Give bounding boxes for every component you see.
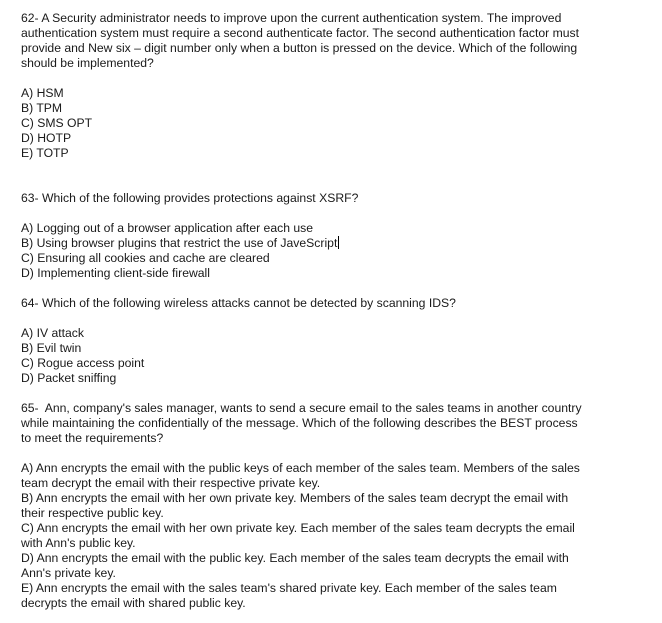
question-62-line-3: provide and New six – digit number only when a button is pressed on the device. Which of the following [21, 41, 578, 55]
question-65-option-e-line-2: decrypts the email with shared public key. [21, 596, 246, 610]
question-62-line-1: 62- A Security administrator needs to improve upon the current authentication system. The improved [21, 11, 562, 25]
question-62-option-e: E) TOTP [21, 146, 69, 160]
question-63-option-b-row[interactable] [21, 236, 621, 251]
question-62-line-2: authentication system must require a second authenticate factor. The second authentication factor must [21, 26, 580, 40]
question-64-text: 64- Which of the following wireless attacks cannot be detected by scanning IDS? [21, 296, 456, 310]
question-65-option-a-line-2: team decrypt the email with their respective private key. [21, 476, 321, 490]
question-65-line-2: while maintaining the confidentially of the message. Which of the following describes the BEST process [21, 416, 578, 430]
question-63 [21, 191, 621, 281]
question-65-option-d-line-2: Ann's private key. [21, 566, 116, 580]
question-65-option-c-line-2: with Ann's public key. [21, 536, 136, 550]
question-62-option-d: D) HOTP [21, 131, 72, 145]
question-65-line-3: to meet the requirements? [21, 431, 164, 445]
spacer [21, 311, 621, 326]
question-65 [21, 401, 621, 611]
spacer [21, 206, 621, 221]
question-64-option-d: D) Packet sniffing [21, 371, 117, 385]
question-62-option-c: C) SMS OPT [21, 116, 93, 130]
question-63-option-a: A) Logging out of a browser application after each use [21, 221, 314, 235]
spacer [21, 386, 621, 401]
document-body [21, 11, 621, 611]
question-65-option-c-line-1: C) Ann encrypts the email with her own private key. Each member of the sales team decrypts the email [21, 521, 575, 535]
spacer [21, 446, 621, 461]
question-65-option-d-line-1: D) Ann encrypts the email with the public key. Each member of the sales team decrypts the email with [21, 551, 569, 565]
question-63-text: 63- Which of the following provides protections against XSRF? [21, 191, 359, 205]
question-62-option-a: A) HSM [21, 86, 64, 100]
question-64 [21, 296, 621, 386]
question-63-option-c: C) Ensuring all cookies and cache are cleared [21, 251, 270, 265]
text-cursor [338, 236, 339, 249]
question-65-option-e-line-1: E) Ann encrypts the email with the sales team's shared private key. Each member of the sales team [21, 581, 557, 595]
question-65-option-b-line-1: B) Ann encrypts the email with her own private key. Members of the sales team decrypt the email with [21, 491, 569, 505]
question-64-option-a: A) IV attack [21, 326, 84, 340]
question-62-line-4: should be implemented? [21, 56, 154, 70]
spacer [21, 161, 621, 191]
spacer [21, 281, 621, 296]
question-62-option-b: B) TPM [21, 101, 63, 115]
question-63-option-d: D) Implementing client-side firewall [21, 266, 210, 280]
question-62 [21, 11, 621, 161]
question-65-option-a-line-1: A) Ann encrypts the email with the public keys of each member of the sales team. Members of the sales [21, 461, 580, 475]
question-63-option-b: B) Using browser plugins that restrict the use of JaveScript [21, 236, 338, 250]
question-64-option-c: C) Rogue access point [21, 356, 145, 370]
question-65-line-1: 65- Ann, company's sales manager, wants to send a secure email to the sales teams in another country [21, 401, 582, 415]
question-65-option-b-line-2: their respective public key. [21, 506, 164, 520]
spacer [21, 71, 621, 86]
question-64-option-b: B) Evil twin [21, 341, 82, 355]
